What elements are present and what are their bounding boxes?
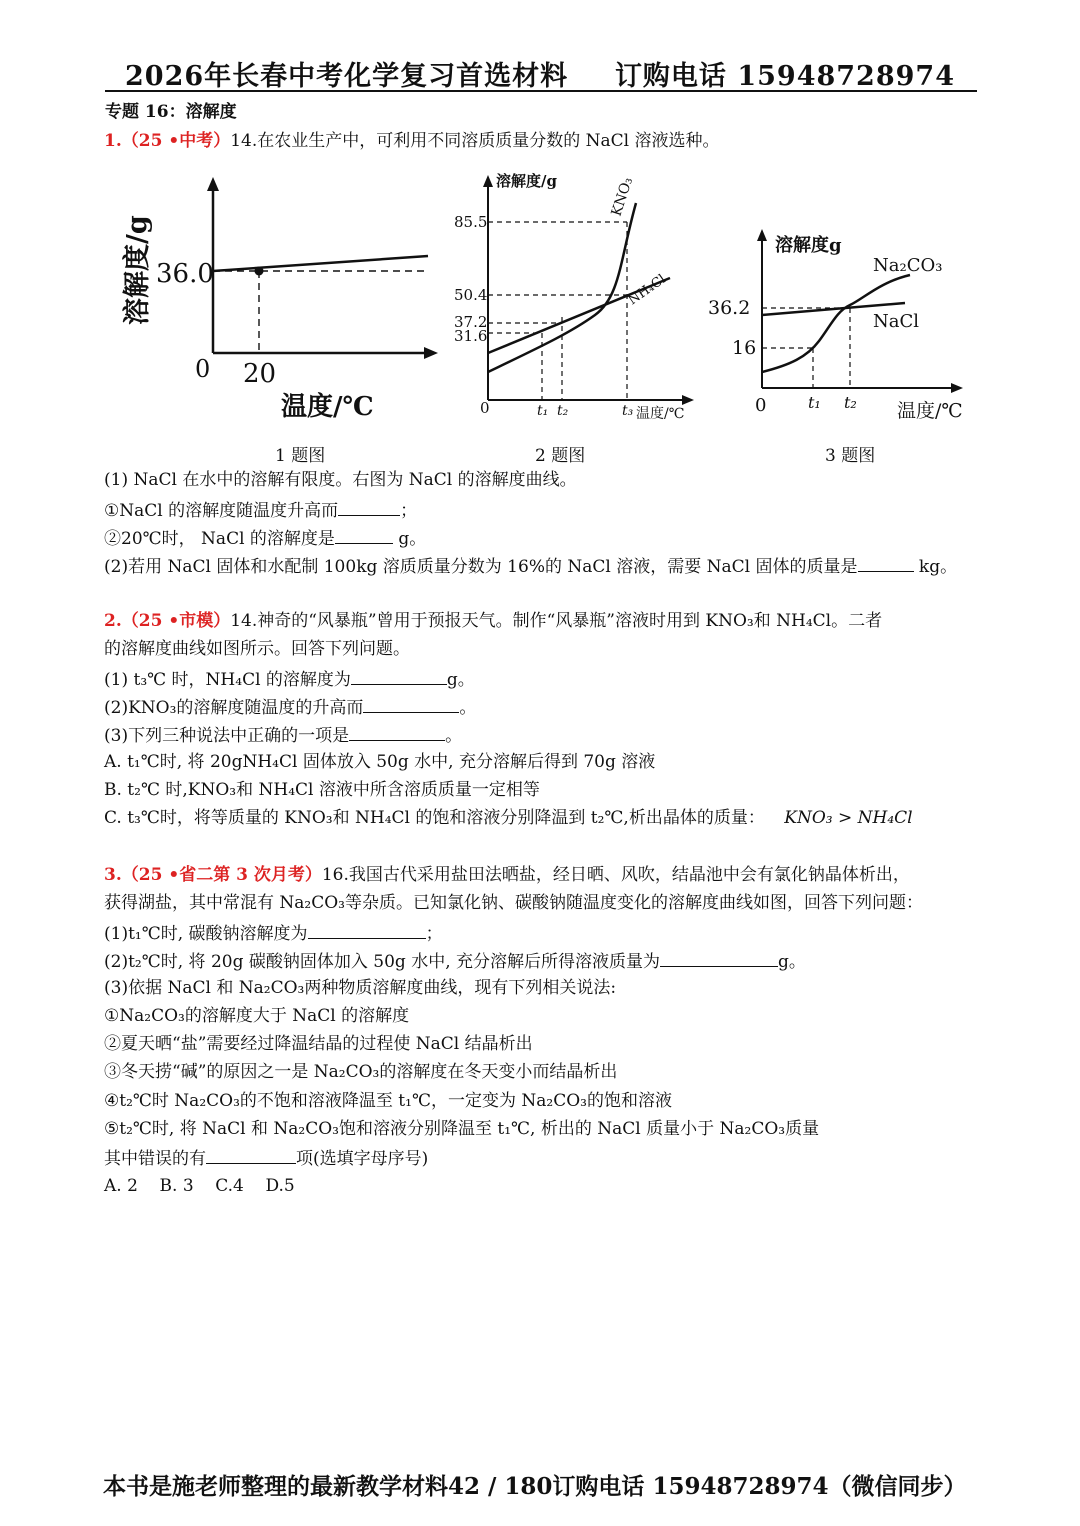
q1-part2: (2)若用 NaCl 固体和水配制 100kg 溶质质量分数为 16%的 NaCl 溶液，需要 NaCl 固体的质量是 kg。	[104, 553, 957, 579]
fig2-ytick-31: 31.6	[454, 327, 488, 345]
fig2-ytick-85: 85.5	[454, 213, 488, 231]
fig3-series-na2co3: Na₂CO₃	[873, 255, 943, 276]
q1-stem: 14.在农业生产中，可利用不同溶质质量分数的 NaCl 溶液选种。	[230, 131, 720, 151]
fig1-xtick: 20	[243, 359, 277, 389]
page-header	[105, 52, 977, 92]
q2-blank-3[interactable]	[349, 722, 445, 741]
q2-option-a: A. t₁℃时, 将 20gNH₄Cl 固体放入 50g 水中, 充分溶解后得到 70g 溶液	[104, 752, 656, 772]
fig1-origin: 0	[195, 355, 211, 383]
fig2-origin: 0	[480, 399, 490, 417]
q2-blank-1[interactable]	[351, 666, 447, 685]
q1-part1: (1) NaCl 在水中的溶解有限度。右图为 NaCl 的溶解度曲线。	[104, 470, 577, 490]
q3-stem-line2: 获得湖盐，其中常混有 Na₂CO₃等杂质。已知氯化钠、碳酸钠随温度变化的溶解度曲线如图，回答下列问题：	[104, 893, 923, 913]
fig2-ylabel: 溶解度/g	[496, 172, 557, 190]
q1-stem-line	[104, 129, 720, 153]
q3-stem-line1: 3.（25 •省二第 3 次月考）16.我国古代采用盐田法晒盐，经日晒、风吹，结晶池中会有氯化钠晶体析出，	[104, 865, 910, 885]
figure-1-nacl-solubility	[108, 165, 448, 435]
fig2-series-nh4cl: NH₄Cl	[625, 271, 669, 309]
q3-part2: (2)t₂℃时, 将 20g 碳酸钠固体加入 50g 水中, 充分溶解后所得溶液质量为 g。	[104, 948, 806, 974]
fig2-xtick-t1: t₁	[537, 403, 549, 419]
q3-statement-5: ⑤t₂℃时, 将 NaCl 和 Na₂CO₃饱和溶液分别降温至 t₁℃, 析出的 NaCl 质量小于 Na₂CO₃质量	[104, 1119, 820, 1139]
q3-number: 3.（25 •省二第 3 次月考）	[104, 865, 322, 885]
q3-part4: 其中错误的有 项(选填字母序号)	[104, 1145, 428, 1171]
q2-part1: (1) t₃℃ 时，NH₄Cl 的溶解度为 g。	[104, 666, 475, 692]
header-phone: 订购电话 15948728974	[614, 61, 955, 92]
fig3-xtick-t2: t₂	[844, 393, 857, 412]
q3-statement-1: ①Na₂CO₃的溶解度大于 NaCl 的溶解度	[104, 1006, 410, 1026]
fig3-ytick-36: 36.2	[708, 297, 751, 319]
q2-option-c-math: KNO₃ > NH₄Cl	[784, 808, 913, 828]
q3-blank-1[interactable]	[308, 920, 426, 939]
fig1-xlabel: 温度/℃	[281, 392, 374, 422]
q3-blank-2[interactable]	[660, 948, 778, 967]
q1-blank-1[interactable]	[338, 497, 400, 516]
q2-part3: (3)下列三种说法中正确的一项是 。	[104, 722, 462, 748]
fig3-ylabel: 溶解度g	[775, 235, 842, 256]
figure-3-nacl-na2co3-solubility	[705, 165, 975, 435]
fig3-xlabel: 温度/℃	[897, 400, 963, 422]
fig3-series-nacl: NaCl	[873, 311, 920, 332]
fig2-xtick-t2: t₂	[557, 403, 569, 419]
fig2-xtick-t3: t₃	[622, 403, 634, 419]
q2-blank-2[interactable]	[363, 694, 459, 713]
q3-blank-3[interactable]	[206, 1145, 296, 1164]
q1-number: 1.（25 •中考）	[104, 131, 231, 151]
fig2-ytick-37: 37.2	[454, 313, 488, 331]
figure-1-caption: 1 题图	[275, 446, 326, 466]
fig3-ytick-16: 16	[732, 337, 757, 359]
q1-part1-a: ①NaCl 的溶解度随温度升高而 ；	[104, 497, 417, 523]
q2-option-c: C. t₃℃时，将等质量的 KNO₃和 NH₄Cl 的饱和溶液分别降温到 t₂℃,析出晶体的质量： KNO₃ > NH₄Cl	[104, 808, 913, 828]
figure-2-kno3-nh4cl-solubility	[450, 165, 710, 435]
q2-stem-line2: 的溶解度曲线如图所示。回答下列问题。	[104, 639, 410, 659]
q2-stem-line1: 2.（25 •市模）14.神奇的“风暴瓶”曾用于预报天气。制作“风暴瓶”溶液时用到 KNO₃和 NH₄Cl。二者	[104, 611, 883, 631]
q3-statement-2: ②夏天晒“盐”需要经过降温结晶的过程使 NaCl 结晶析出	[104, 1034, 533, 1054]
topic-title: 专题 16：溶解度	[105, 102, 237, 122]
fig1-ytick: 36.0	[156, 259, 214, 289]
fig2-ytick-50: 50.4	[454, 286, 488, 304]
fig3-origin: 0	[755, 395, 767, 416]
q3-part1: (1)t₁℃时, 碳酸钠溶解度为 ；	[104, 920, 443, 946]
q3-statement-3: ③冬天捞“碱”的原因之一是 Na₂CO₃的溶解度在冬天变小而结晶析出	[104, 1062, 618, 1082]
q2-option-b: B. t₂℃ 时,KNO₃和 NH₄Cl 溶液中所含溶质质量一定相等	[104, 780, 540, 800]
fig1-ylabel: 溶解度/g	[122, 215, 153, 325]
q2-part2: (2)KNO₃的溶解度随温度的升高而 。	[104, 694, 476, 720]
figure-3-caption: 3 题图	[825, 446, 876, 466]
fig3-xtick-t1: t₁	[808, 393, 821, 412]
page-footer: 本书是施老师整理的最新教学材料42 / 180订购电话 15948728974（微信同步）	[103, 1473, 967, 1500]
header-title: 2026年长春中考化学复习首选材料	[125, 61, 569, 92]
fig2-xlabel: 温度/℃	[636, 406, 685, 422]
q1-blank-2[interactable]	[335, 525, 393, 544]
q3-options: A. 2 B. 3 C.4 D.5	[104, 1176, 295, 1196]
fig2-series-kno3: KNO₃	[608, 175, 637, 219]
q1-part1-b: ②20℃时， NaCl 的溶解度是 g。	[104, 525, 426, 551]
q3-statement-4: ④t₂℃时 Na₂CO₃的不饱和溶液降温至 t₁℃，一定变为 Na₂CO₃的饱和溶液	[104, 1091, 672, 1111]
q3-part3: (3)依据 NaCl 和 Na₂CO₃两种物质溶解度曲线，现有下列相关说法:	[104, 978, 617, 998]
q2-number: 2.（25 •市模）	[104, 611, 231, 631]
figure-2-caption: 2 题图	[535, 446, 586, 466]
q1-blank-3[interactable]	[858, 553, 914, 572]
